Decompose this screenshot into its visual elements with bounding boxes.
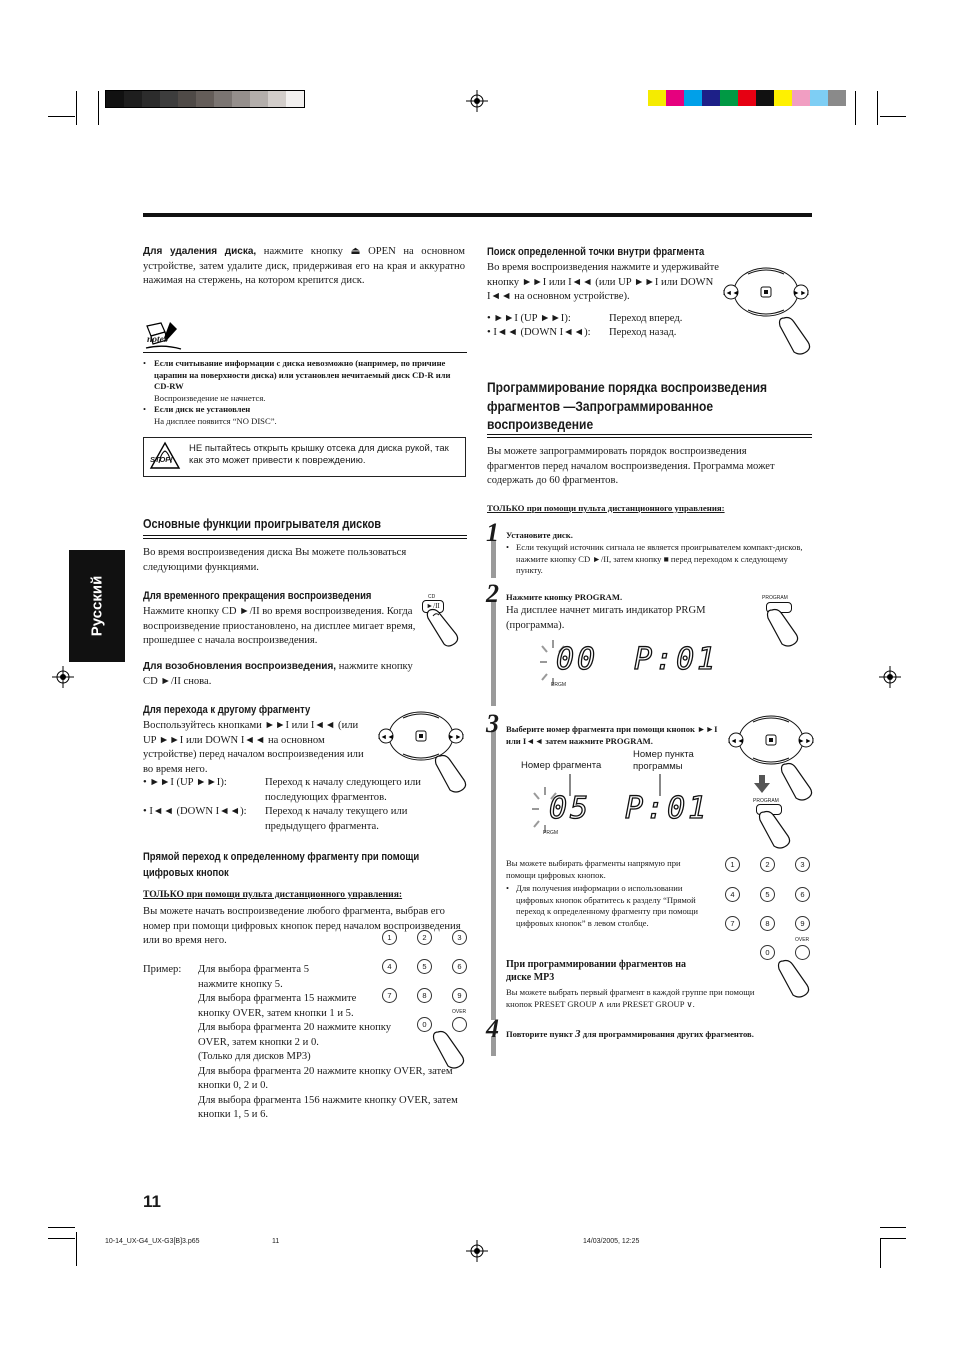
numeric-key-2[interactable]: 2 xyxy=(417,930,432,945)
step-title-part: для программирования других фрагментов. xyxy=(580,1029,754,1039)
step-bar xyxy=(491,730,496,1020)
numeric-key-6[interactable]: 6 xyxy=(452,959,467,974)
numeric-key-7[interactable]: 7 xyxy=(382,988,397,1003)
step-number: 3 xyxy=(486,709,499,738)
note-item: • Если считывание информации с диска невозможно (например, по причине царапин на поверхности диска) или установлен нечитаемый диск CD-R или CD-RW Воспроизведение не начнется. xyxy=(143,358,451,403)
numeric-key-1[interactable]: 1 xyxy=(725,857,740,872)
over-key-label: OVER xyxy=(795,937,810,943)
step-note: • Для получения информации о использовании цифровых кнопок обратитесь к разделу “Прямой переход к определенному фрагменту при помощи цифровых кнопок” в левом столбце. xyxy=(506,883,706,929)
track-number-label: Номер фрагмента xyxy=(521,760,602,771)
color-swatch xyxy=(738,90,756,106)
skip-item xyxy=(143,776,443,805)
over-key-label: OVER xyxy=(452,1009,467,1015)
color-swatch xyxy=(828,90,846,106)
gray-swatch xyxy=(178,91,196,107)
numeric-key-3[interactable]: 3 xyxy=(795,857,810,872)
color-swatch xyxy=(648,90,666,106)
note-text: Воспроизведение не начнется. xyxy=(154,392,266,403)
pointing-finger-icon xyxy=(764,604,802,648)
svg-text:I◄◄: I◄◄ xyxy=(378,733,395,741)
crop-mark xyxy=(880,1238,881,1268)
section-rule xyxy=(143,538,467,539)
numeric-key-7[interactable]: 7 xyxy=(725,916,740,931)
step-number: 1 xyxy=(486,518,499,547)
skip-item xyxy=(143,805,443,834)
color-swatch xyxy=(666,90,684,106)
disc-removal-text: нажмите кнопку ⏏ OPEN на основном устройстве, затем удалите диск, придерживая его на края и аккуратно нажимая на стержень, на котором крепится диск. xyxy=(143,246,466,286)
color-swatch xyxy=(774,90,792,106)
registration-mark-bottom xyxy=(466,1240,488,1262)
search-item-key: • ►►I (UP ►►I): xyxy=(487,313,571,324)
numeric-key-4[interactable]: 4 xyxy=(382,959,397,974)
direct-remote-only: ТОЛЬКО при помощи пульта дистанционного управления: xyxy=(143,889,403,900)
footer-page: 11 xyxy=(272,1238,280,1245)
crop-mark xyxy=(880,1238,906,1239)
svg-text:►►I: ►►I xyxy=(797,737,814,745)
resume-paragraph xyxy=(143,660,418,689)
gray-swatch xyxy=(250,91,268,107)
prgm-indicator: PRGM xyxy=(551,682,566,688)
example-item: Для выбора фрагмента 20 нажмите кнопку OVER, затем кнопки 2 и 0. xyxy=(198,1022,392,1048)
color-swatch xyxy=(720,90,738,106)
lcd-program-number: P:01 xyxy=(625,791,710,826)
search-item-desc: Переход назад. xyxy=(609,327,677,338)
step-note-text: Вы можете выбирать фрагменты напрямую при помощи цифровых кнопок. xyxy=(506,858,681,880)
step-bar xyxy=(491,600,496,706)
numeric-key-5[interactable]: 5 xyxy=(760,887,775,902)
registration-mark-right xyxy=(879,666,901,688)
program-text: Вы можете запрограммировать порядок воспроизведения фрагментов перед началом воспроизведения. Программа может содержать до 60 фрагментов. xyxy=(487,446,775,486)
numeric-key-0[interactable]: 0 xyxy=(760,945,775,960)
example-item: Для выбора фрагмента 5 нажмите кнопку 5. xyxy=(198,964,310,990)
color-calibration-bar xyxy=(648,90,846,106)
program-title-rule xyxy=(487,437,812,438)
example-item: (Только для дисков MP3) xyxy=(198,1051,311,1062)
direct-title-text: Прямой переход к определенному фрагменту при помощи цифровых кнопок xyxy=(143,851,420,879)
pointing-finger-icon xyxy=(776,312,814,356)
step-note: • Если текущий источник сигнала не является проигрывателем компакт-дисков, нажмите кнопку CD ►/II, затем кнопку ■ перед переходом к следующему пункту. xyxy=(506,542,806,577)
pointing-finger-icon xyxy=(424,606,462,648)
program-remote-only: ТОЛЬКО при помощи пульта дистанционного управления: xyxy=(487,503,725,513)
numeric-key-2[interactable]: 2 xyxy=(760,857,775,872)
numeric-key-3[interactable]: 3 xyxy=(452,930,467,945)
note-bold: Если считывание информации с диска невозможно (например, по причине царапин на поверхности диска) или установлен нечитаемый диск CD-R или CD-RW xyxy=(154,358,451,392)
resume-bold: Для возобновления воспроизведения, xyxy=(143,661,337,672)
pointing-finger-icon xyxy=(775,955,813,999)
color-swatch xyxy=(702,90,720,106)
crop-mark xyxy=(880,116,906,117)
color-swatch xyxy=(810,90,828,106)
gray-swatch xyxy=(286,91,304,107)
step-title-part: Повторите пункт xyxy=(506,1029,576,1039)
notes-label: notes xyxy=(147,335,168,345)
notes-rule xyxy=(143,352,467,353)
pause-title: Для временного прекращения воспроизведения xyxy=(143,590,372,602)
svg-text:►►I: ►►I xyxy=(447,733,464,741)
cd-play-pause-button[interactable]: ►/II xyxy=(422,600,444,613)
step-note-text: Если текущий источник сигнала не является проигрывателем компакт-дисков, нажмите кнопку CD ►/II, затем кнопку ■ перед переходом к следующему пункту. xyxy=(516,542,803,576)
pointing-finger-icon xyxy=(430,1026,468,1070)
program-title: Программирование порядка воспроизведения фрагментов —Запрограммированное воспроизведение xyxy=(487,379,768,432)
numeric-key-9[interactable]: 9 xyxy=(795,916,810,931)
example-item: Для выбора фрагмента 156 нажмите кнопку OVER, затем кнопки 1, 5 и 6. xyxy=(198,1094,458,1120)
mp3-title: При программировании фрагментов на диске MP3 xyxy=(506,959,687,983)
search-title: Поиск определенной точки внутри фрагмента xyxy=(487,246,705,258)
search-item-key: • I◄◄ (DOWN I◄◄): xyxy=(487,327,591,338)
crop-mark xyxy=(48,116,75,117)
svg-text:I◄◄: I◄◄ xyxy=(723,289,740,297)
gray-swatch xyxy=(196,91,214,107)
svg-text:I◄◄: I◄◄ xyxy=(728,737,745,745)
skip-item-key: • ►►I (UP ►►I): xyxy=(143,777,227,788)
step-title-ref: 3 xyxy=(575,1028,581,1040)
header-rule xyxy=(143,213,812,217)
numeric-key-9[interactable]: 9 xyxy=(452,988,467,1003)
disc-removal-bold: Для удаления диска, xyxy=(143,246,257,257)
step-number: 2 xyxy=(486,579,499,608)
skip-item-desc: Переход к началу следующего или последующих фрагментов. xyxy=(265,777,421,803)
numeric-key-4[interactable]: 4 xyxy=(725,887,740,902)
gray-swatch xyxy=(124,91,142,107)
arrow-down-icon xyxy=(754,775,770,793)
skip-title: Для перехода к другому фрагменту xyxy=(143,704,311,716)
page-number: 11 xyxy=(143,1192,161,1211)
crop-mark xyxy=(76,91,77,125)
numeric-key-8[interactable]: 8 xyxy=(760,916,775,931)
numeric-key-0[interactable]: 0 xyxy=(417,1017,432,1032)
resume-text: нажмите кнопку CD ►/II снова. xyxy=(143,661,413,687)
step-title: Выберите номер фрагмента при помощи кнопок ►►I или I◄◄ затем нажмите PROGRAM. xyxy=(506,724,718,746)
step-title: Нажмите кнопку PROGRAM. xyxy=(506,592,623,602)
crop-mark xyxy=(98,91,99,125)
footer-file: 10-14_UX-G4_UX-G3[B]3.p65 xyxy=(105,1238,200,1245)
example-label: Пример: xyxy=(143,964,182,975)
note-text: На дисплее появится “NO DISC”. xyxy=(154,415,277,426)
grayscale-calibration-bar xyxy=(105,90,305,108)
color-swatch xyxy=(684,90,702,106)
numeric-key-5[interactable]: 5 xyxy=(417,959,432,974)
search-text: Во время воспроизведения нажмите и удерживайте кнопку ►►I или I◄◄ (или UP ►►I или DOWN I◄◄ на основном устройстве). xyxy=(487,262,719,302)
direct-title xyxy=(143,849,457,881)
language-side-tab-label: Русский xyxy=(88,575,106,637)
section-title: Основные функции проигрывателя дисков xyxy=(143,517,382,531)
section-basic-functions xyxy=(143,517,414,531)
crop-mark xyxy=(48,1227,75,1228)
registration-mark-left xyxy=(52,666,74,688)
stop-label: STOP! xyxy=(150,455,173,464)
pause-text: Нажмите кнопку CD ►/II во время воспроизведения. Когда воспроизведение приостановлено, на дисплее мигает время, прошедшее с начала воспроизведения. xyxy=(143,606,416,646)
crop-mark xyxy=(48,1238,75,1239)
section-rule xyxy=(143,535,467,536)
program-title-rule xyxy=(487,434,812,435)
step-title xyxy=(506,1029,754,1041)
step-number: 4 xyxy=(486,1014,499,1043)
program-button-label: PROGRAM xyxy=(762,595,788,601)
notes-list xyxy=(143,358,463,428)
gray-swatch xyxy=(214,91,232,107)
example-list xyxy=(198,963,463,1123)
note-item: • Если диск не установлен На дисплее появится “NO DISC”. xyxy=(143,404,277,426)
section-intro: Во время воспроизведения диска Вы можете пользоваться следующими функциями. xyxy=(143,547,407,573)
disc-removal-paragraph xyxy=(143,245,465,289)
mp3-text: Вы можете выбрать первый фрагмент в каждой группе при помощи кнопок PRESET GROUP ∧ или PRESET GROUP ∨. xyxy=(506,987,755,1009)
footer-date: 14/03/2005, 12:25 xyxy=(583,1238,640,1245)
svg-text:►►I: ►►I xyxy=(792,289,809,297)
example-item: Для выбора фрагмента 15 нажмите кнопку OVER, затем кнопки 1 и 5. xyxy=(198,993,357,1019)
crop-mark xyxy=(855,91,856,125)
crop-mark xyxy=(76,1232,77,1266)
skip-text: Воспользуйтесь кнопками ►►I или I◄◄ (или UP ►►I или DOWN I◄◄ на основном устройстве) перед началом воспроизведения или во время него. xyxy=(143,720,364,775)
gray-swatch xyxy=(268,91,286,107)
color-swatch xyxy=(792,90,810,106)
cd-button-label: CD xyxy=(428,594,436,600)
registration-mark-top xyxy=(466,90,488,112)
prgm-indicator: PRGM xyxy=(543,830,558,836)
example-item: Для выбора фрагмента 20 нажмите кнопку OVER, затем кнопки 0, 2 и 0. xyxy=(198,1065,453,1091)
pointing-finger-icon xyxy=(756,806,794,850)
crop-mark xyxy=(877,91,878,125)
numeric-key-8[interactable]: 8 xyxy=(417,988,432,1003)
step-note-bullet: Для получения информации о использовании цифровых кнопок обратитесь к разделу “Прямой переход к определенному фрагменту при помощи цифровых кнопок” в левом столбце. xyxy=(516,883,699,928)
lcd-track-number: 05 xyxy=(549,791,592,826)
color-swatch xyxy=(756,90,774,106)
gray-swatch xyxy=(160,91,178,107)
search-item xyxy=(487,326,676,341)
step-text: На дисплее начнет мигать индикатор PRGM (программа). xyxy=(506,605,706,631)
crop-mark xyxy=(880,1227,906,1228)
lcd-track-number: 00 xyxy=(556,642,599,677)
step-title: Установите диск. xyxy=(506,530,573,540)
lcd-program-number: P:01 xyxy=(634,642,719,677)
search-item xyxy=(487,312,682,327)
direct-text: Вы можете начать воспроизведение любого фрагмента, выбрав его номер при помощи цифровых кнопок перед началом воспроизведения или во время него. xyxy=(143,906,461,946)
gray-swatch xyxy=(142,91,160,107)
gray-swatch xyxy=(106,91,124,107)
numeric-key-6[interactable]: 6 xyxy=(795,887,810,902)
numeric-key-1[interactable]: 1 xyxy=(382,930,397,945)
warning-text: НЕ пытайтесь открыть крышку отсека для диска рукой, так как это может привести к повреждению. xyxy=(189,443,449,466)
search-item-desc: Переход вперед. xyxy=(609,313,683,324)
program-step-label: Номер пункта программы xyxy=(633,749,694,772)
program-button-label: PROGRAM xyxy=(753,798,779,804)
pointing-finger-icon xyxy=(778,758,816,802)
skip-item-key: • I◄◄ (DOWN I◄◄): xyxy=(143,806,247,817)
note-bold: Если диск не установлен xyxy=(154,404,251,415)
pointing-finger-icon xyxy=(432,750,470,794)
gray-swatch xyxy=(232,91,250,107)
skip-item-desc: Переход к началу текущего или предыдущего фрагмента. xyxy=(265,806,408,832)
